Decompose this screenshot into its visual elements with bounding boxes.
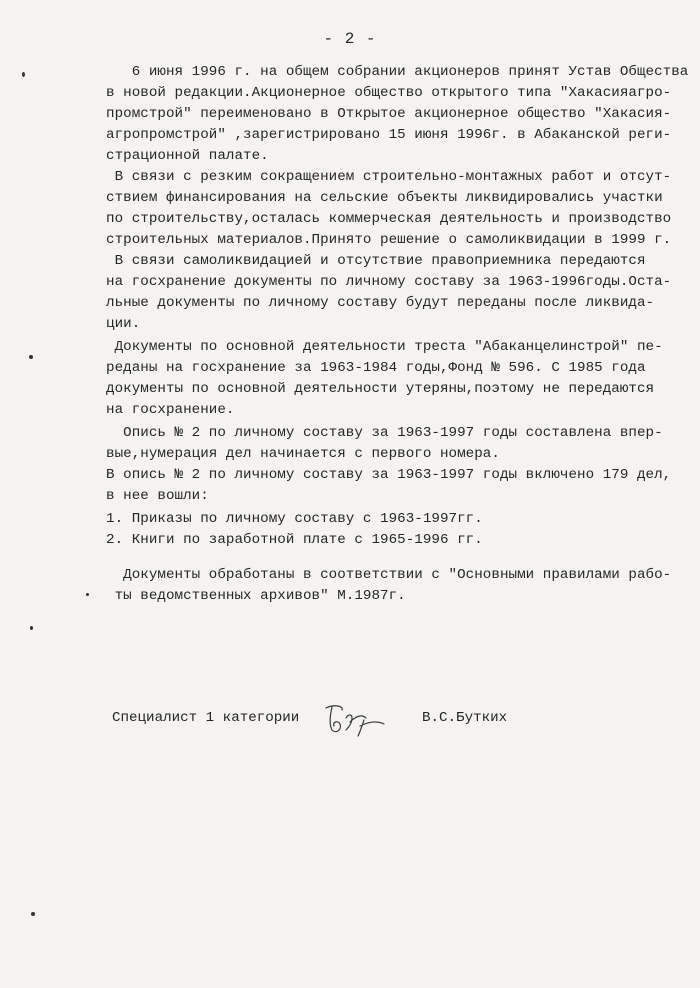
text-line: Опись № 2 по личному составу за 1963-1997 годы составлена впер-: [106, 425, 663, 441]
text-line: 6 июня 1996 г. на общем собрании акционеров принят Устав Общества: [106, 64, 689, 80]
signatory-position: Специалист 1 категории: [112, 710, 300, 726]
text-line: ствием финансирования на сельские объекты ликвидировались участки: [106, 190, 663, 206]
text-line: агропромстрой" ,зарегистрировано 15 июня 1996г. в Абаканской реги-: [106, 127, 672, 143]
scan-speck: [30, 626, 33, 630]
text-line: В опись № 2 по личному составу за 1963-1997 годы включено 179 дел,: [106, 467, 672, 483]
text-line: льные документы по личному составу будут переданы после ликвида-: [106, 295, 655, 311]
text-line: 2. Книги по заработной плате с 1965-1996 гг.: [106, 532, 483, 548]
text-line: в новой редакции.Акционерное общество открытого типа "Хакасияагро-: [106, 85, 672, 101]
scan-speck: [29, 355, 33, 359]
text-line: Документы обработаны в соответствии с "Основными правилами рабо-: [106, 567, 672, 583]
text-line: документы по основной деятельности утеряны,поэтому не передаются: [106, 381, 655, 397]
text-line: на госхранение документы по личному составу за 1963-1996годы.Оста-: [106, 274, 672, 290]
text-line: 1. Приказы по личному составу с 1963-1997гг.: [106, 511, 483, 527]
text-line: страционной палате.: [106, 148, 269, 164]
text-line: промстрой" переименовано в Открытое акционерное общество "Хакасия-: [106, 106, 672, 122]
scan-speck: [31, 912, 35, 916]
scan-speck: [86, 593, 89, 596]
text-line: по строительству,осталась коммерческая деятельность и производство: [106, 211, 672, 227]
text-line: строительных материалов.Принято решение о самоликвидации в 1999 г.: [106, 232, 672, 248]
text-line: вые,нумерация дел начинается с первого номера.: [106, 446, 500, 462]
text-line: ты ведомственных архивов" М.1987г.: [106, 588, 406, 604]
text-line: В связи с резким сокращением строительно-монтажных работ и отсут-: [106, 169, 672, 185]
handwritten-signature: [320, 700, 390, 738]
signatory-name: В.С.Бутких: [422, 710, 508, 726]
scan-speck: [22, 72, 25, 77]
text-line: реданы на госхранение за 1963-1984 годы,Фонд № 596. С 1985 года: [106, 360, 646, 376]
signature-block: [112, 710, 572, 750]
text-line: на госхранение.: [106, 402, 235, 418]
text-line: В связи самоликвидацией и отсутствие правоприемника передаются: [106, 253, 646, 269]
page-number: - 2 -: [323, 30, 377, 48]
text-line: Документы по основной деятельности треста "Абаканцелинстрой" пе-: [106, 339, 663, 355]
text-line: в нее вошли:: [106, 488, 209, 504]
text-line: ции.: [106, 316, 141, 332]
